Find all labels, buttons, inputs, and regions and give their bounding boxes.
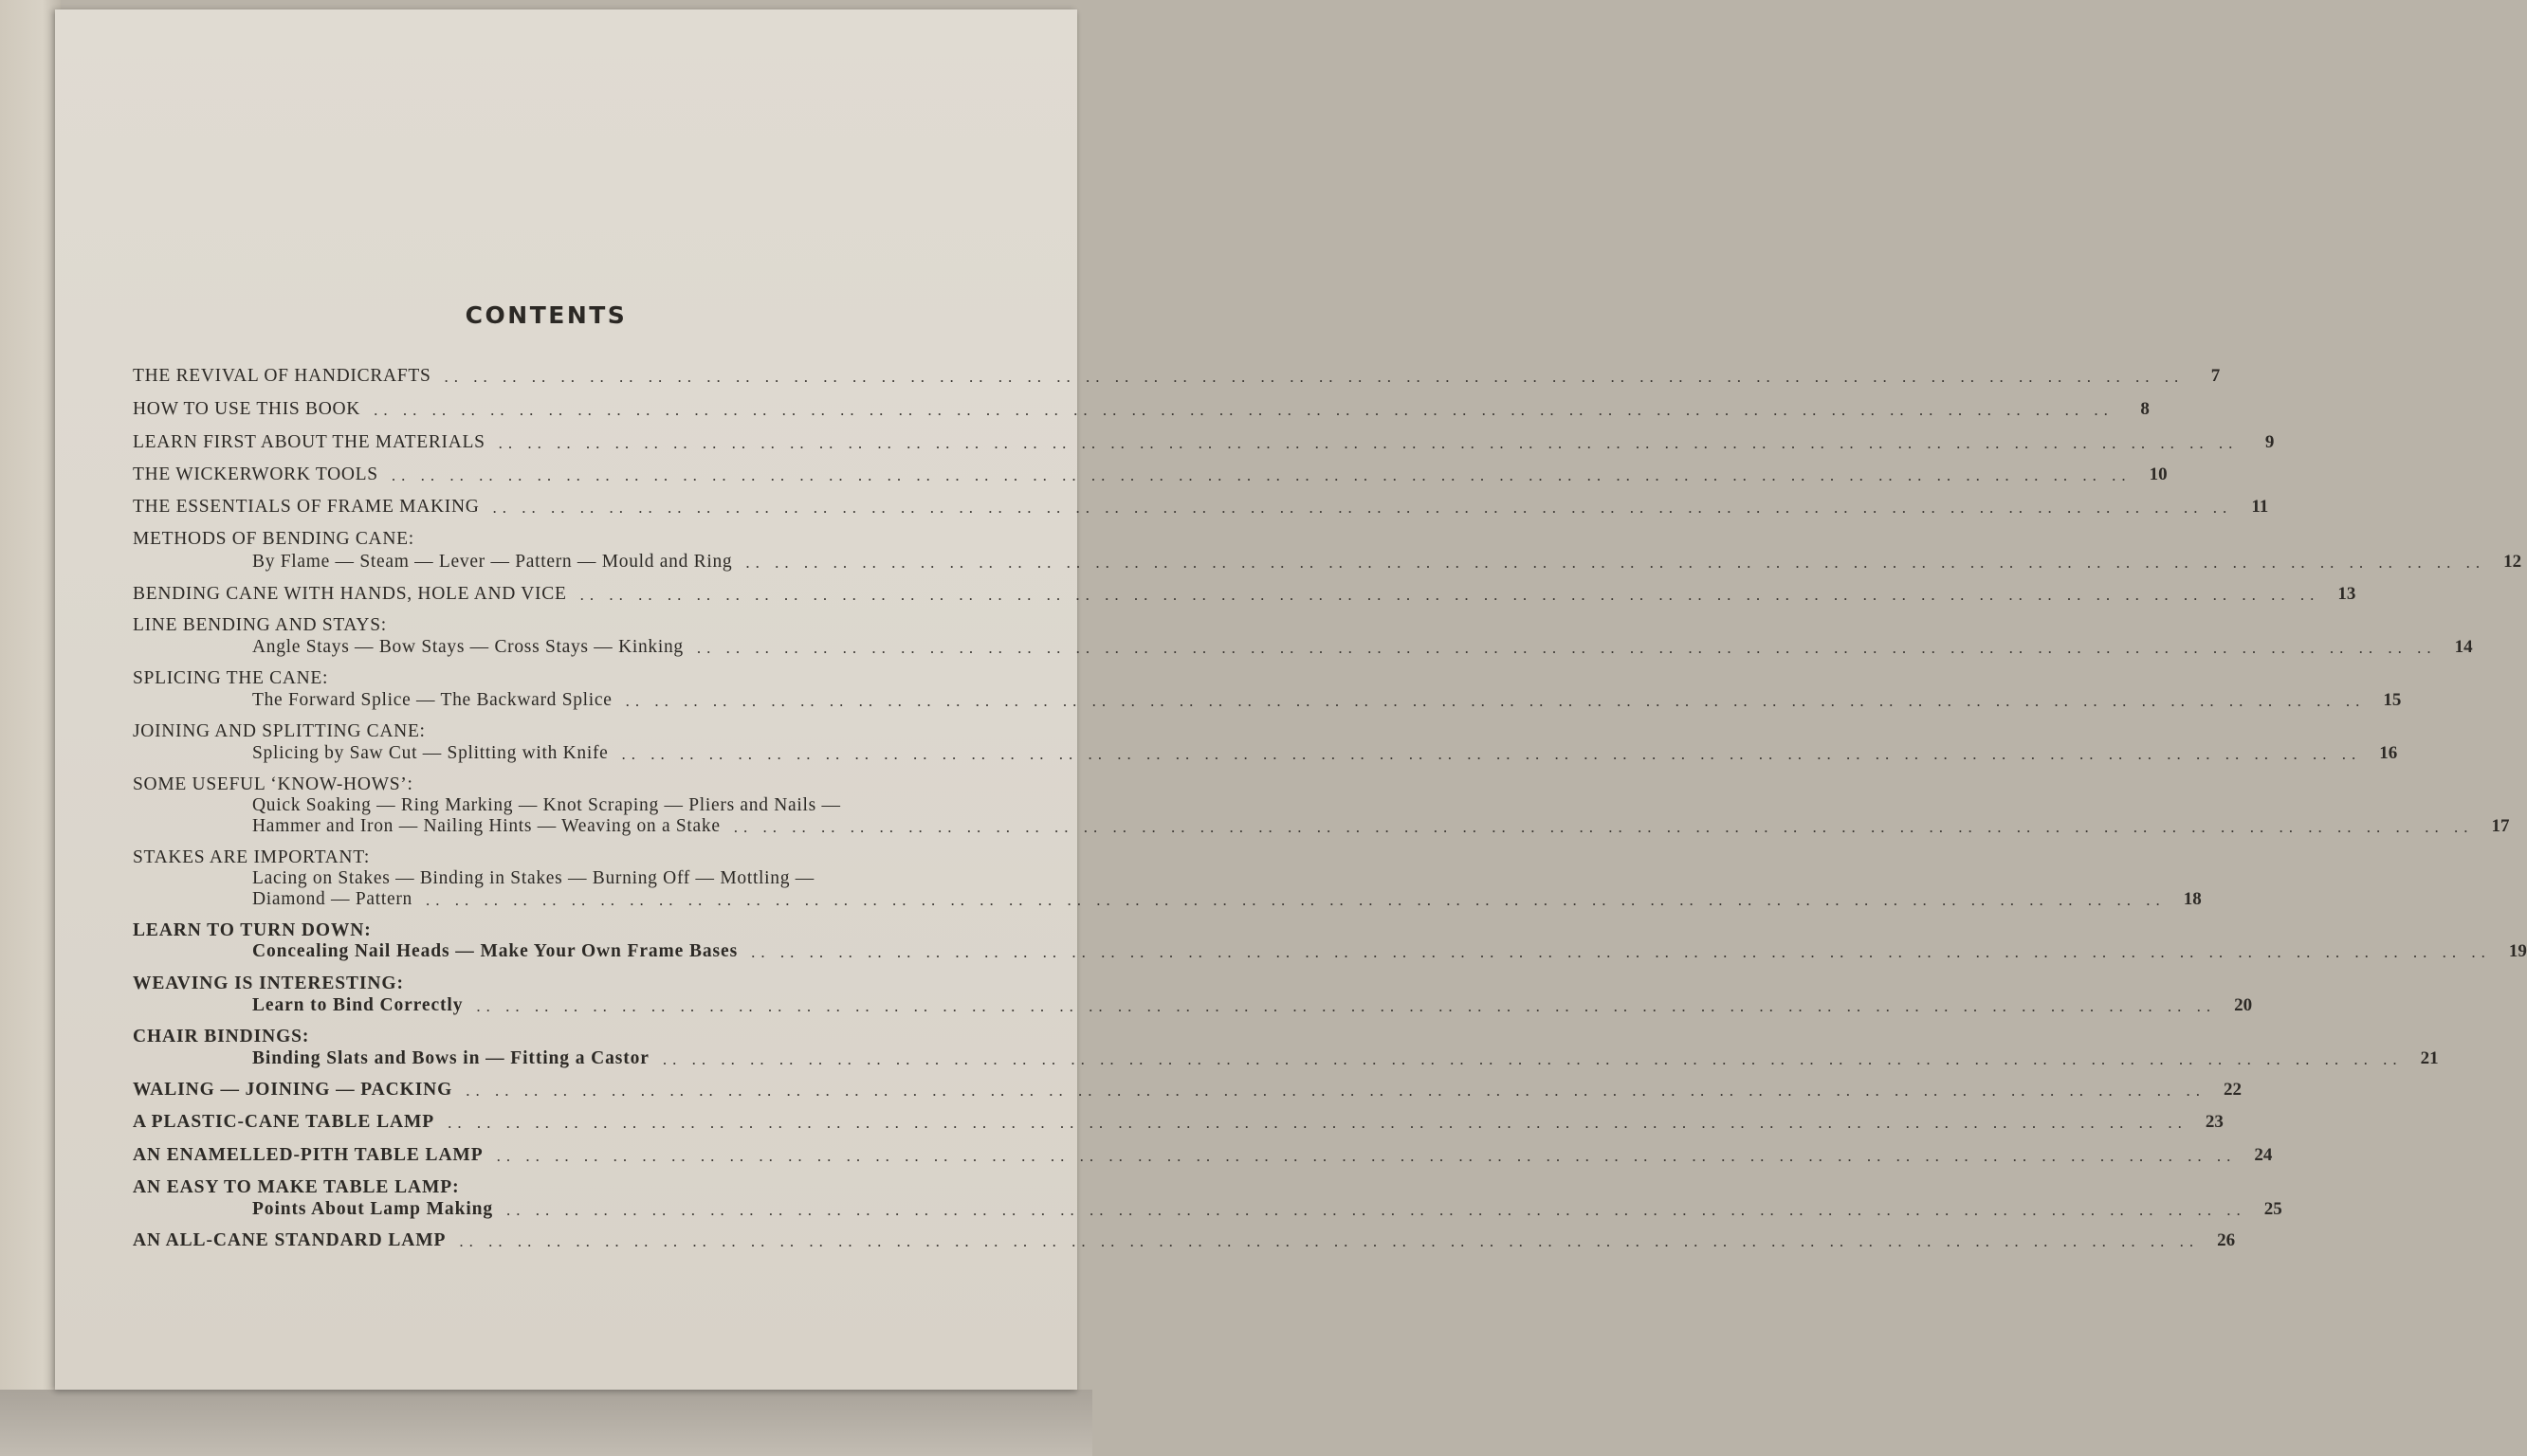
toc-page-number: 25 (2263, 1199, 2282, 1219)
toc-entry[interactable] (133, 1078, 2242, 1101)
toc-entry-title: THE WICKERWORK TOOLS (133, 464, 378, 484)
toc-entry[interactable] (133, 430, 2275, 453)
toc-page-number: 17 (2491, 816, 2510, 836)
toc-entry[interactable] (133, 613, 998, 636)
dot-leader: .. .. .. .. .. .. .. .. .. .. .. .. .. .. .. .. .. .. .. .. .. .. .. .. .. .. .. .. .. .. .. .. .. .. .. .. .. .. .. .. .. .. .. .. .. .. .. .. .. .. .. .. .. .. .. .. .. .. .. .. (625, 692, 2366, 710)
toc-page-number: 22 (2223, 1080, 2242, 1100)
page-title: CONTENTS (465, 301, 628, 329)
toc-entry[interactable] (133, 719, 998, 742)
toc-entry-title: METHODS OF BENDING CANE: (133, 529, 414, 549)
toc-subentry[interactable] (252, 550, 2522, 573)
dot-leader: .. .. .. .. .. .. .. .. .. .. .. .. .. .. .. .. .. .. .. .. .. .. .. .. .. .. .. .. .. .. .. .. .. .. .. .. .. .. .. .. .. .. .. .. .. .. .. .. .. .. .. .. .. .. .. .. .. .. .. .. (733, 818, 2474, 836)
dot-leader: .. .. .. .. .. .. .. .. .. .. .. .. .. .. .. .. .. .. .. .. .. .. .. .. .. .. .. .. .. .. .. .. .. .. .. .. .. .. .. .. .. .. .. .. .. .. .. .. .. .. .. .. .. .. .. .. .. .. .. .. (579, 586, 2320, 604)
dot-leader: .. .. .. .. .. .. .. .. .. .. .. .. .. .. .. .. .. .. .. .. .. .. .. .. .. .. .. .. .. .. .. .. .. .. .. .. .. .. .. .. .. .. .. .. .. .. .. .. .. .. .. .. .. .. .. .. .. .. .. .. (374, 401, 2114, 419)
toc-subentry[interactable] (252, 1197, 2282, 1220)
toc-entry-title: LEARN FIRST ABOUT THE MATERIALS (133, 432, 485, 452)
toc-entry[interactable] (133, 364, 2221, 387)
toc-page-number: 12 (2503, 552, 2522, 572)
toc-page-number: 10 (2149, 464, 2168, 484)
dot-leader: .. .. .. .. .. .. .. .. .. .. .. .. .. .. .. .. .. .. .. .. .. .. .. .. .. .. .. .. .. .. .. .. .. .. .. .. .. .. .. .. .. .. .. .. .. .. .. .. .. .. .. .. .. .. .. .. .. .. .. .. (745, 554, 2486, 572)
toc-entry-title: SOME USEFUL ‘KNOW-HOWS’: (133, 774, 413, 794)
toc-page-number: 20 (2234, 995, 2253, 1015)
toc-entry-title: SPLICING THE CANE: (133, 668, 329, 688)
toc-page-number: 24 (2254, 1145, 2273, 1165)
toc-entry[interactable] (133, 846, 998, 868)
toc-page-number: 18 (2183, 889, 2202, 909)
toc-page-number: 8 (2140, 399, 2150, 419)
toc-entry-title: THE ESSENTIALS OF FRAME MAKING (133, 497, 480, 517)
toc-entry-subtopics: Learn to Bind Correctly (252, 995, 464, 1015)
toc-subentry[interactable] (252, 866, 998, 889)
dot-leader: .. .. .. .. .. .. .. .. .. .. .. .. .. .. .. .. .. .. .. .. .. .. .. .. .. .. .. .. .. .. .. .. .. .. .. .. .. .. .. .. .. .. .. .. .. .. .. .. .. .. .. .. .. .. .. .. .. .. .. .. (506, 1201, 2246, 1219)
toc-entry-title: LINE BENDING AND STAYS: (133, 615, 387, 635)
toc-entry-subtopics: Binding Slats and Bows in — Fitting a Castor (252, 1048, 650, 1068)
toc-subentry[interactable] (252, 688, 2402, 711)
toc-page-number: 15 (2383, 690, 2402, 710)
toc-entry[interactable] (133, 582, 2356, 605)
toc-entry[interactable] (133, 1175, 998, 1198)
toc-page-number: 21 (2420, 1048, 2439, 1068)
toc-subentry[interactable] (252, 939, 2527, 962)
toc-entry-subtopics: Hammer and Iron — Nailing Hints — Weaving on a Stake (252, 816, 721, 836)
toc-entry-subtopics: Angle Stays — Bow Stays — Cross Stays — Kinking (252, 637, 684, 657)
dot-leader: .. .. .. .. .. .. .. .. .. .. .. .. .. .. .. .. .. .. .. .. .. .. .. .. .. .. .. .. .. .. .. .. .. .. .. .. .. .. .. .. .. .. .. .. .. .. .. .. .. .. .. .. .. .. .. .. .. .. .. .. (425, 891, 2166, 909)
toc-subentry[interactable] (252, 635, 2473, 658)
toc-entry[interactable] (133, 397, 2150, 420)
dot-leader: .. .. .. .. .. .. .. .. .. .. .. .. .. .. .. .. .. .. .. .. .. .. .. .. .. .. .. .. .. .. .. .. .. .. .. .. .. .. .. .. .. .. .. .. .. .. .. .. .. .. .. .. .. .. .. .. .. .. .. .. (751, 943, 2491, 961)
toc-page-number: 11 (2251, 497, 2269, 517)
toc-entry[interactable] (133, 1025, 998, 1047)
toc-entry[interactable] (133, 773, 998, 795)
toc-page-number: 14 (2454, 637, 2473, 657)
toc-page-number: 19 (2508, 941, 2527, 961)
toc-entry-title: LEARN TO TURN DOWN: (133, 920, 372, 940)
toc-entry-title: AN ENAMELLED-PITH TABLE LAMP (133, 1145, 484, 1165)
toc-entry-title: A PLASTIC-CANE TABLE LAMP (133, 1112, 435, 1132)
toc-entry-subtopics: Diamond — Pattern (252, 889, 412, 909)
toc-subentry[interactable] (252, 741, 2398, 764)
toc-entry[interactable] (133, 972, 998, 994)
dot-leader: .. .. .. .. .. .. .. .. .. .. .. .. .. .. .. .. .. .. .. .. .. .. .. .. .. .. .. .. .. .. .. .. .. .. .. .. .. .. .. .. .. .. .. .. .. .. .. .. .. .. .. .. .. .. .. .. .. .. .. .. (696, 639, 2437, 657)
toc-page-number: 9 (2264, 432, 2275, 452)
toc-entry-title: BENDING CANE WITH HANDS, HOLE AND VICE (133, 584, 567, 604)
toc-entry-subtopics: Points About Lamp Making (252, 1199, 494, 1219)
dot-leader: .. .. .. .. .. .. .. .. .. .. .. .. .. .. .. .. .. .. .. .. .. .. .. .. .. .. .. .. .. .. .. .. .. .. .. .. .. .. .. .. .. .. .. .. .. .. .. .. .. .. .. .. .. .. .. .. .. .. .. .. (476, 997, 2217, 1015)
dot-leader: .. .. .. .. .. .. .. .. .. .. .. .. .. .. .. .. .. .. .. .. .. .. .. .. .. .. .. .. .. .. .. .. .. .. .. .. .. .. .. .. .. .. .. .. .. .. .. .. .. .. .. .. .. .. .. .. .. .. .. .. (496, 1147, 2237, 1165)
toc-entry[interactable] (133, 666, 998, 689)
dot-leader: .. .. .. .. .. .. .. .. .. .. .. .. .. .. .. .. .. .. .. .. .. .. .. .. .. .. .. .. .. .. .. .. .. .. .. .. .. .. .. .. .. .. .. .. .. .. .. .. .. .. .. .. .. .. .. .. .. .. .. .. (492, 499, 2233, 517)
toc-entry[interactable] (133, 463, 2168, 485)
toc-entry[interactable] (133, 1143, 2273, 1166)
toc-page-number: 13 (2337, 584, 2356, 604)
toc-entry[interactable] (133, 1110, 2224, 1133)
toc-entry-subtopics: Concealing Nail Heads — Make Your Own Frame Bases (252, 941, 739, 961)
toc-subentry[interactable] (252, 1046, 2439, 1069)
toc-subentry[interactable] (252, 993, 2253, 1016)
toc-subentry[interactable] (252, 887, 2202, 910)
toc-entry-title: STAKES ARE IMPORTANT: (133, 847, 370, 867)
toc-entry-subtopics: Quick Soaking — Ring Marking — Knot Scraping — Pliers and Nails — (252, 795, 841, 815)
dot-leader: .. .. .. .. .. .. .. .. .. .. .. .. .. .. .. .. .. .. .. .. .. .. .. .. .. .. .. .. .. .. .. .. .. .. .. .. .. .. .. .. .. .. .. .. .. .. .. .. .. .. .. .. .. .. .. .. .. .. .. .. (444, 368, 2185, 386)
toc-page-number: 7 (2210, 366, 2221, 386)
dot-leader: .. .. .. .. .. .. .. .. .. .. .. .. .. .. .. .. .. .. .. .. .. .. .. .. .. .. .. .. .. .. .. .. .. .. .. .. .. .. .. .. .. .. .. .. .. .. .. .. .. .. .. .. .. .. .. .. .. .. .. .. (662, 1050, 2403, 1068)
dot-leader: .. .. .. .. .. .. .. .. .. .. .. .. .. .. .. .. .. .. .. .. .. .. .. .. .. .. .. .. .. .. .. .. .. .. .. .. .. .. .. .. .. .. .. .. .. .. .. .. .. .. .. .. .. .. .. .. .. .. .. .. (466, 1082, 2206, 1100)
toc-page-number: 16 (2379, 743, 2398, 763)
toc-entry-title: CHAIR BINDINGS: (133, 1027, 310, 1046)
toc-entry-title: HOW TO USE THIS BOOK (133, 399, 361, 419)
toc-page-number: 23 (2205, 1112, 2224, 1132)
dot-leader: .. .. .. .. .. .. .. .. .. .. .. .. .. .. .. .. .. .. .. .. .. .. .. .. .. .. .. .. .. .. .. .. .. .. .. .. .. .. .. .. .. .. .. .. .. .. .. .. .. .. .. .. .. .. .. .. .. .. .. .. (498, 434, 2239, 452)
dot-leader: .. .. .. .. .. .. .. .. .. .. .. .. .. .. .. .. .. .. .. .. .. .. .. .. .. .. .. .. .. .. .. .. .. .. .. .. .. .. .. .. .. .. .. .. .. .. .. .. .. .. .. .. .. .. .. .. .. .. .. .. (459, 1232, 2200, 1250)
toc-subentry[interactable] (252, 814, 2510, 837)
dot-leader: .. .. .. .. .. .. .. .. .. .. .. .. .. .. .. .. .. .. .. .. .. .. .. .. .. .. .. .. .. .. .. .. .. .. .. .. .. .. .. .. .. .. .. .. .. .. .. .. .. .. .. .. .. .. .. .. .. .. .. .. (448, 1114, 2188, 1132)
toc-entry-subtopics: The Forward Splice — The Backward Splice (252, 690, 613, 710)
toc-entry-subtopics: Lacing on Stakes — Binding in Stakes — Burning Off — Mottling — (252, 868, 815, 888)
toc-entry-subtopics: By Flame — Steam — Lever — Pattern — Mould and Ring (252, 552, 733, 572)
toc-entry-subtopics: Splicing by Saw Cut — Splitting with Knife (252, 743, 609, 763)
toc-entry-title: JOINING AND SPLITTING CANE: (133, 721, 426, 741)
toc-entry-title: AN ALL-CANE STANDARD LAMP (133, 1230, 447, 1250)
toc-entry-title: WEAVING IS INTERESTING: (133, 974, 404, 993)
toc-page-number: 26 (2217, 1230, 2236, 1250)
toc-entry[interactable] (133, 527, 998, 550)
toc-entry[interactable] (133, 495, 2269, 518)
toc-entry-title: AN EASY TO MAKE TABLE LAMP: (133, 1177, 460, 1197)
toc-entry-title: THE REVIVAL OF HANDICRAFTS (133, 366, 431, 386)
dot-leader: .. .. .. .. .. .. .. .. .. .. .. .. .. .. .. .. .. .. .. .. .. .. .. .. .. .. .. .. .. .. .. .. .. .. .. .. .. .. .. .. .. .. .. .. .. .. .. .. .. .. .. .. .. .. .. .. .. .. .. .. (621, 745, 2362, 763)
toc-entry[interactable] (133, 1228, 2236, 1251)
dot-leader: .. .. .. .. .. .. .. .. .. .. .. .. .. .. .. .. .. .. .. .. .. .. .. .. .. .. .. .. .. .. .. .. .. .. .. .. .. .. .. .. .. .. .. .. .. .. .. .. .. .. .. .. .. .. .. .. .. .. .. .. (391, 466, 2132, 484)
toc-entry[interactable] (133, 919, 998, 941)
toc-subentry[interactable] (252, 793, 998, 816)
toc-entry-title: WALING — JOINING — PACKING (133, 1080, 453, 1100)
